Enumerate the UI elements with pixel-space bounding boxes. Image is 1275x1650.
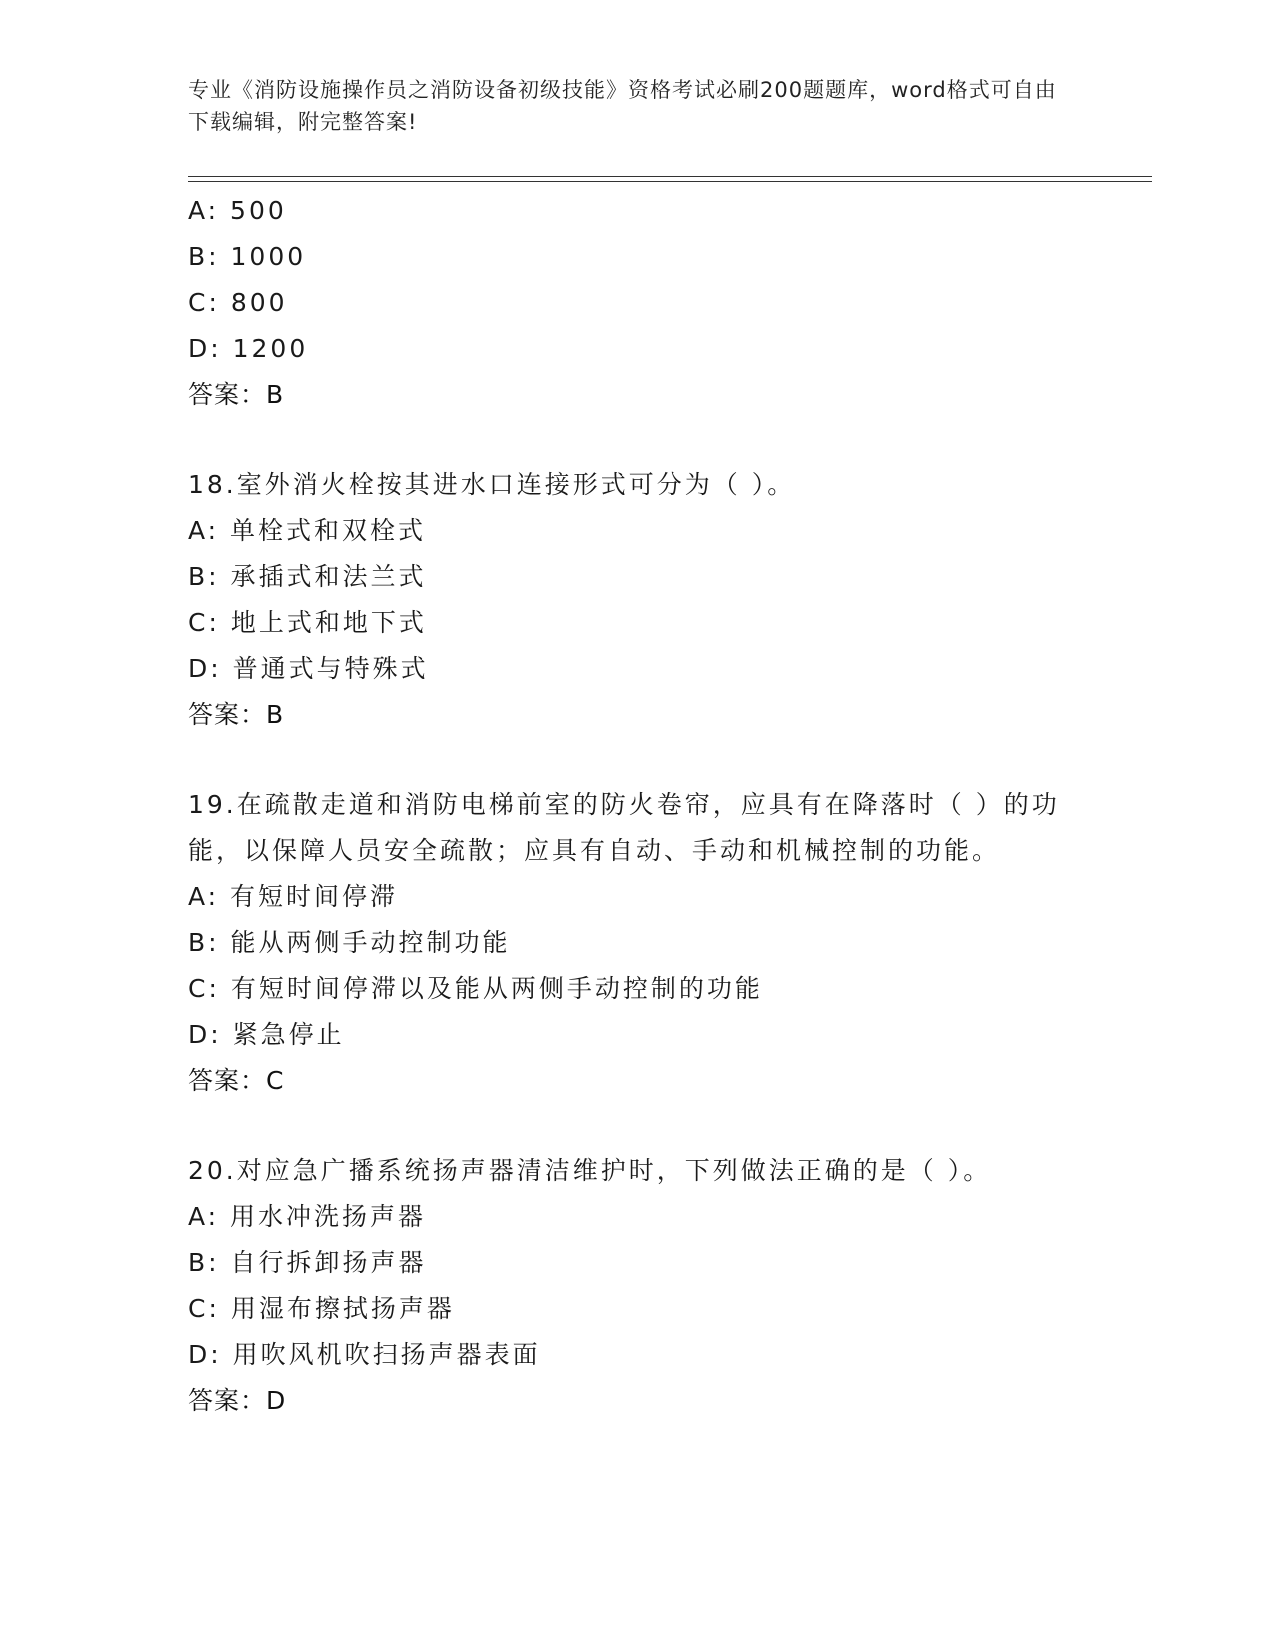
option-c: C: 地上式和地下式: [188, 608, 427, 637]
question-text: 20.对应急广播系统扬声器清洁维护时，下列做法正确的是（ ）。: [188, 1156, 992, 1185]
option-d: D: 用吹风机吹扫扬声器表面: [188, 1340, 541, 1369]
option-d: D: 1200: [188, 334, 309, 363]
option-c: C: 800: [188, 288, 288, 317]
answer: 答案：B: [188, 380, 285, 409]
question-text: 19.在疏散走道和消防电梯前室的防火卷帘，应具有在降落时（ ）的功能，以保障人员安全疏散；应具有自动、手动和机械控制的功能。: [188, 790, 1060, 865]
option-b: B: 1000: [188, 242, 307, 271]
option-a: A: 500: [188, 196, 287, 225]
answer: 答案：C: [188, 1066, 285, 1095]
option-c: C: 有短时间停滞以及能从两侧手动控制的功能: [188, 974, 763, 1003]
document-header: 专业《消防设施操作员之消防设备初级技能》资格考试必刷200题题库，word格式可自由下载编辑，附完整答案!: [188, 78, 1057, 134]
spacer: [188, 738, 1148, 782]
spacer: [188, 1104, 1148, 1148]
spacer: [188, 418, 1148, 462]
answer: 答案：D: [188, 1386, 287, 1415]
header-divider-bottom: [188, 181, 1152, 182]
question-18: [188, 462, 1148, 738]
option-d: D: 普通式与特殊式: [188, 654, 429, 683]
option-a: A: 单栓式和双栓式: [188, 516, 427, 545]
question-list: [188, 188, 1148, 1424]
answer: 答案：B: [188, 700, 285, 729]
option-b: B: 自行拆卸扬声器: [188, 1248, 427, 1277]
option-a: A: 有短时间停滞: [188, 882, 399, 911]
option-d: D: 紧急停止: [188, 1020, 345, 1049]
question-19: [188, 782, 1148, 1104]
question-text: 18.室外消火栓按其进水口连接形式可分为（ ）。: [188, 470, 796, 499]
option-c: C: 用湿布擦拭扬声器: [188, 1294, 455, 1323]
option-b: B: 承插式和法兰式: [188, 562, 427, 591]
option-a: A: 用水冲洗扬声器: [188, 1202, 427, 1231]
question-17: [188, 188, 1148, 418]
question-20: [188, 1148, 1148, 1424]
option-b: B: 能从两侧手动控制功能: [188, 928, 511, 957]
header-divider-top: [188, 176, 1152, 177]
